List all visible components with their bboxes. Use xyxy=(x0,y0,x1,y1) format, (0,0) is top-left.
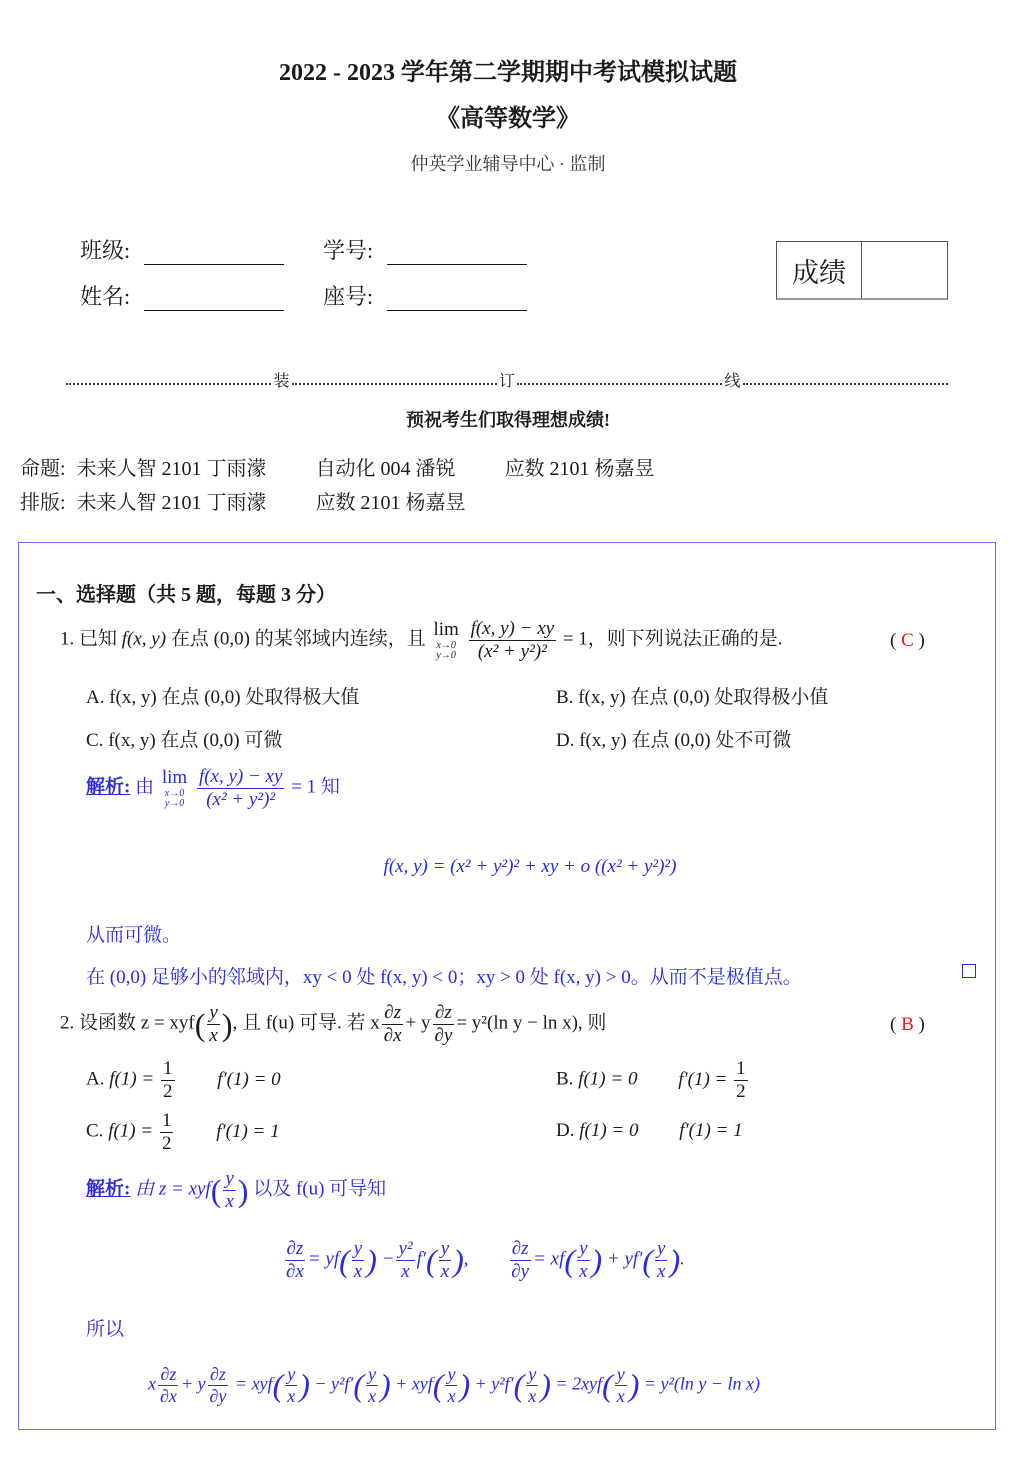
fraction-denominator: x xyxy=(368,1385,377,1406)
fraction-numerator: f(x, y) − xy xyxy=(470,618,555,639)
class-label: 班级: xyxy=(80,238,131,263)
option-math: f(1) = xyxy=(108,1120,158,1142)
option-math: f′(1) = 1 xyxy=(216,1120,280,1142)
solution-label[interactable]: 解析: xyxy=(86,1178,131,1200)
fraction-numerator: y xyxy=(616,1364,625,1384)
fraction-denominator: x xyxy=(616,1385,625,1406)
exam-title: 2022 - 2023 学年第二学期期中考试模拟试题 xyxy=(279,60,737,86)
fraction-denominator: x xyxy=(225,1190,234,1212)
option-d[interactable] xyxy=(556,725,791,752)
partial-dz-dx xyxy=(382,1002,404,1047)
fraction-half xyxy=(160,1110,174,1155)
equation-term: . xyxy=(680,1248,685,1270)
option-text: f(x, y) 在点 (0,0) 处不可微 xyxy=(579,730,792,751)
solution-1-equation: f(x, y) = (x² + y²)² + xy + o ((x² + y²)²) xyxy=(383,856,677,877)
option-label: D. xyxy=(556,730,575,751)
answer-slot: ( C ) xyxy=(890,630,925,651)
fraction-numerator: y xyxy=(440,1238,450,1259)
fraction-y-over-x xyxy=(223,1168,235,1213)
binding-char: 装 xyxy=(273,373,290,390)
fraction-numerator: ∂z xyxy=(511,1238,529,1259)
fraction-numerator: 1 xyxy=(161,1110,172,1131)
fraction-y-over-x xyxy=(577,1238,589,1283)
fraction-denominator: 2 xyxy=(736,1080,746,1102)
good-luck-message: 预祝考生们取得理想成绩! xyxy=(406,410,610,430)
option-label: A. xyxy=(86,1068,105,1090)
score-label: 成绩 xyxy=(777,242,862,298)
option-text: f(x, y) 在点 (0,0) 可微 xyxy=(108,730,283,751)
limit-expression xyxy=(162,767,187,809)
stem-text: 在点 (0,0) 的某邻域内连续，且 xyxy=(170,628,426,650)
class-field[interactable] xyxy=(80,234,284,265)
fraction-numerator: y xyxy=(657,1238,666,1259)
option-b[interactable] xyxy=(556,1058,750,1103)
solution-text: = 1 知 xyxy=(291,776,340,798)
fraction-numerator: 1 xyxy=(736,1058,746,1079)
option-a[interactable] xyxy=(86,682,359,709)
partial-dz-dy xyxy=(509,1238,531,1283)
option-label: C. xyxy=(86,730,104,751)
partial-dz-dy xyxy=(208,1364,229,1406)
solution-text: 由 xyxy=(135,776,155,798)
fraction-numerator: y xyxy=(225,1168,234,1189)
option-label: A. xyxy=(86,687,105,708)
qed-square-icon xyxy=(962,964,976,978)
question-number: 1. xyxy=(60,628,75,650)
fraction-numerator: y xyxy=(447,1364,456,1384)
fraction-denominator: x xyxy=(440,1260,450,1282)
fraction-numerator: y² xyxy=(398,1238,413,1259)
option-math: f(1) = 0 xyxy=(578,1068,638,1090)
option-c[interactable] xyxy=(86,1110,280,1155)
fraction-y-over-x xyxy=(445,1364,457,1406)
option-math: f(1) = 0 xyxy=(579,1120,639,1141)
fraction-denominator: ∂x xyxy=(383,1024,402,1046)
fraction-numerator: ∂z xyxy=(286,1238,304,1259)
fraction-denominator: x xyxy=(447,1385,456,1406)
solution-2-intro: 解析: 由 z = xyf( $\frac{y}{x}$ ) 以及 f(u) 可导知 xyxy=(86,1168,387,1212)
solution-1-intro xyxy=(86,766,340,811)
fraction-numerator: y xyxy=(528,1364,537,1384)
stem-text: , 且 f(u) 可导. 若 x xyxy=(232,1012,380,1034)
solution-text: 由 z = xyf xyxy=(135,1178,211,1200)
fraction-y-over-x xyxy=(207,1002,219,1047)
authors-label: 命题: xyxy=(20,458,66,480)
student-id-field[interactable] xyxy=(323,234,527,265)
name-label: 姓名: xyxy=(80,284,131,309)
option-a[interactable] xyxy=(86,1058,281,1103)
fraction-y-over-x xyxy=(439,1238,451,1283)
option-math: f′(1) = 0 xyxy=(217,1068,281,1090)
typesetter: 应数 2101 杨嘉昱 xyxy=(315,492,466,514)
stem-text: = 1，则下列说法正确的是. xyxy=(562,628,783,650)
name-field[interactable] xyxy=(80,280,284,311)
seat-field[interactable] xyxy=(323,280,527,311)
question-number: 2. xyxy=(60,1012,75,1034)
question-2-stem: 2. 设函数 z = xyf( $\frac{y}{x}$ ), 且 f(u) 可导. 若 x $\frac{\partial z}{\partial x}$ + y $\frac{\partial z}{\partial y}$ = y²(ln y − ln x), 则 xyxy=(60,1002,607,1046)
answer-letter: B xyxy=(901,1014,914,1035)
fraction-numerator: f(x, y) − xy xyxy=(198,766,283,787)
dotted-divider xyxy=(517,383,722,385)
solution-1-line2: 从而可微。 xyxy=(86,925,182,946)
fraction-denominator: ∂x xyxy=(286,1260,304,1282)
fraction-y-over-x xyxy=(655,1238,667,1283)
option-math: f(1) = xyxy=(109,1068,159,1090)
solution-2-final-equation: x $\frac{\partial z}{\partial x}$ + y $\frac{\partial z}{\partial y}$ = xyf( $\frac{y}{x}$ ) − y²f′( $\frac{y}{x}$ ) + xyf( $\frac{y}{x}$ ) + y²f′( $\frac{y}{x}$ ) = 2xyf( $\frac{y}{x}$ ) = y²(ln y − ln x) xyxy=(148,1364,761,1406)
equation-term: − y²f′ xyxy=(314,1373,354,1394)
option-math: f′(1) = 1 xyxy=(679,1120,743,1141)
equation-term: = yf xyxy=(307,1248,340,1270)
lim-sub-y: y→0 xyxy=(436,650,456,662)
option-d[interactable] xyxy=(556,1120,743,1142)
fraction-denominator: ∂y xyxy=(511,1260,530,1282)
lim-word: lim xyxy=(433,619,459,641)
equation-term: x xyxy=(148,1373,156,1394)
fraction-denominator: x xyxy=(528,1385,537,1406)
fraction-numerator: y xyxy=(209,1002,218,1023)
organizer: 仲英学业辅导中心 · 监制 xyxy=(410,154,606,174)
solution-2-so: 所以 xyxy=(86,1319,125,1340)
fraction-denominator: x xyxy=(353,1260,363,1282)
equation-term: + y xyxy=(180,1373,206,1394)
typeset-label: 排版: xyxy=(20,492,66,514)
question-1-stem xyxy=(60,618,783,663)
solution-1-line3: 在 (0,0) 足够小的邻域内，xy < 0 处 f(x, y) < 0；xy > 0 处 f(x, y) > 0。从而不是极值点。 xyxy=(86,967,802,988)
equation-term: , xyxy=(463,1248,469,1270)
author: 未来人智 2101 丁雨濛 xyxy=(76,458,267,480)
student-id-blank[interactable] xyxy=(387,242,527,265)
binding-line xyxy=(66,368,948,391)
fraction-denominator: ∂x xyxy=(160,1385,177,1406)
limit-fraction xyxy=(197,766,285,811)
dotted-divider xyxy=(66,383,271,385)
score-value-cell[interactable] xyxy=(862,242,947,298)
fraction-denominator: x xyxy=(209,1024,218,1046)
equation-term: f′ xyxy=(416,1248,427,1270)
fraction-numerator: y xyxy=(579,1238,588,1259)
stem-text: = y²(ln y − ln x), 则 xyxy=(456,1012,607,1034)
partial-dz-dx xyxy=(284,1238,306,1283)
binding-char: 线 xyxy=(724,373,741,390)
math-fxy: f(x, y) xyxy=(121,628,167,650)
answer-letter: C xyxy=(901,630,914,651)
fraction-denominator: ∂y xyxy=(209,1385,227,1406)
equation-term: = xf xyxy=(533,1248,565,1270)
name-blank[interactable] xyxy=(144,288,284,311)
equation-term: + yf′ xyxy=(606,1248,643,1270)
solution-label[interactable]: 解析: xyxy=(86,776,131,798)
typeset-line xyxy=(20,486,466,515)
fraction-numerator: y xyxy=(353,1238,363,1259)
equation-term: − xyxy=(381,1248,395,1270)
fraction-y-over-x xyxy=(526,1364,538,1406)
option-label: D. xyxy=(556,1120,575,1141)
fraction-numerator: y xyxy=(287,1364,296,1384)
option-text: f(x, y) 在点 (0,0) 处取得极小值 xyxy=(578,687,829,708)
option-b[interactable] xyxy=(556,682,828,709)
lim-word: lim xyxy=(161,767,188,789)
fraction-numerator: ∂z xyxy=(210,1364,226,1384)
answer-slot: ( B ) xyxy=(890,1014,925,1035)
fraction-denominator: ∂y xyxy=(434,1024,453,1046)
option-label: B. xyxy=(556,687,574,708)
class-blank[interactable] xyxy=(144,242,284,265)
author: 应数 2101 杨嘉昱 xyxy=(504,458,655,480)
fraction-y-over-x xyxy=(615,1364,627,1406)
solution-2-partials: $\frac{\partial z}{\partial x}$ = yf( $\frac{y}{x}$ ) − $\frac{\text{y²}}{x}$ f′( $\frac{y}{x}$ ), $\frac{\partial z}{\partial y}$ = xf( $\frac{y}{x}$ ) + yf′( $\frac{y}{x}$ ). xyxy=(286,1238,685,1282)
limit-fraction xyxy=(469,618,557,663)
fraction-numerator: y xyxy=(368,1364,377,1384)
partial-dz-dy xyxy=(433,1002,455,1047)
fraction-y-over-x xyxy=(285,1364,297,1406)
fraction-numerator: ∂z xyxy=(384,1002,402,1023)
score-box xyxy=(776,241,948,300)
binding-char: 订 xyxy=(498,373,515,390)
fraction-y2-over-x xyxy=(396,1238,414,1283)
lim-sub-x: x→0 xyxy=(164,788,185,800)
fraction-denominator: (x² + y²)² xyxy=(206,788,276,810)
equation-term: + y²f′ xyxy=(474,1373,514,1394)
fraction-half xyxy=(161,1058,175,1103)
fraction-denominator: x xyxy=(401,1260,410,1282)
option-label: C. xyxy=(86,1120,104,1142)
typesetter: 未来人智 2101 丁雨濛 xyxy=(76,492,267,514)
seat-label: 座号: xyxy=(323,284,374,309)
student-id-label: 学号: xyxy=(323,238,374,263)
lim-sub-y: y→0 xyxy=(164,798,185,810)
stem-text: 已知 xyxy=(79,628,118,650)
fraction-denominator: x xyxy=(579,1260,588,1282)
author: 自动化 004 潘锐 xyxy=(315,458,456,480)
equation-term: + xyf xyxy=(395,1373,433,1394)
fraction-denominator: (x² + y²)² xyxy=(477,640,547,662)
fraction-y-over-x xyxy=(352,1238,364,1283)
solution-text: 以及 f(u) 可导知 xyxy=(253,1178,387,1200)
option-text: f(x, y) 在点 (0,0) 处取得极大值 xyxy=(109,687,360,708)
fraction-numerator: ∂z xyxy=(160,1364,177,1384)
stem-text: 设函数 z = xyf xyxy=(79,1012,195,1034)
fraction-denominator: 2 xyxy=(161,1132,172,1154)
option-label: B. xyxy=(556,1068,574,1090)
authors-line xyxy=(20,452,655,481)
equation-term: = xyf xyxy=(234,1373,273,1394)
option-c[interactable] xyxy=(86,725,282,752)
limit-expression xyxy=(433,619,458,661)
dotted-divider xyxy=(292,383,497,385)
seat-blank[interactable] xyxy=(387,288,527,311)
fraction-numerator: 1 xyxy=(163,1058,173,1079)
equation-term: = y²(ln y − ln x) xyxy=(643,1373,761,1394)
stem-text: + y xyxy=(405,1012,431,1034)
fraction-denominator: x xyxy=(287,1385,296,1406)
fraction-numerator: ∂z xyxy=(435,1002,452,1023)
fraction-denominator: x xyxy=(657,1260,666,1282)
fraction-y-over-x xyxy=(366,1364,378,1406)
fraction-denominator: 2 xyxy=(163,1080,173,1102)
exam-subject: 《高等数学》 xyxy=(436,106,580,132)
section-title: 一、选择题（共 5 题，每题 3 分） xyxy=(36,584,336,606)
partial-dz-dx xyxy=(158,1364,179,1406)
equation-term: = 2xyf xyxy=(555,1373,603,1394)
dotted-divider xyxy=(743,383,948,385)
lim-sub-x: x→0 xyxy=(436,640,456,652)
option-math: f′(1) = xyxy=(678,1068,733,1090)
fraction-half xyxy=(734,1058,748,1103)
